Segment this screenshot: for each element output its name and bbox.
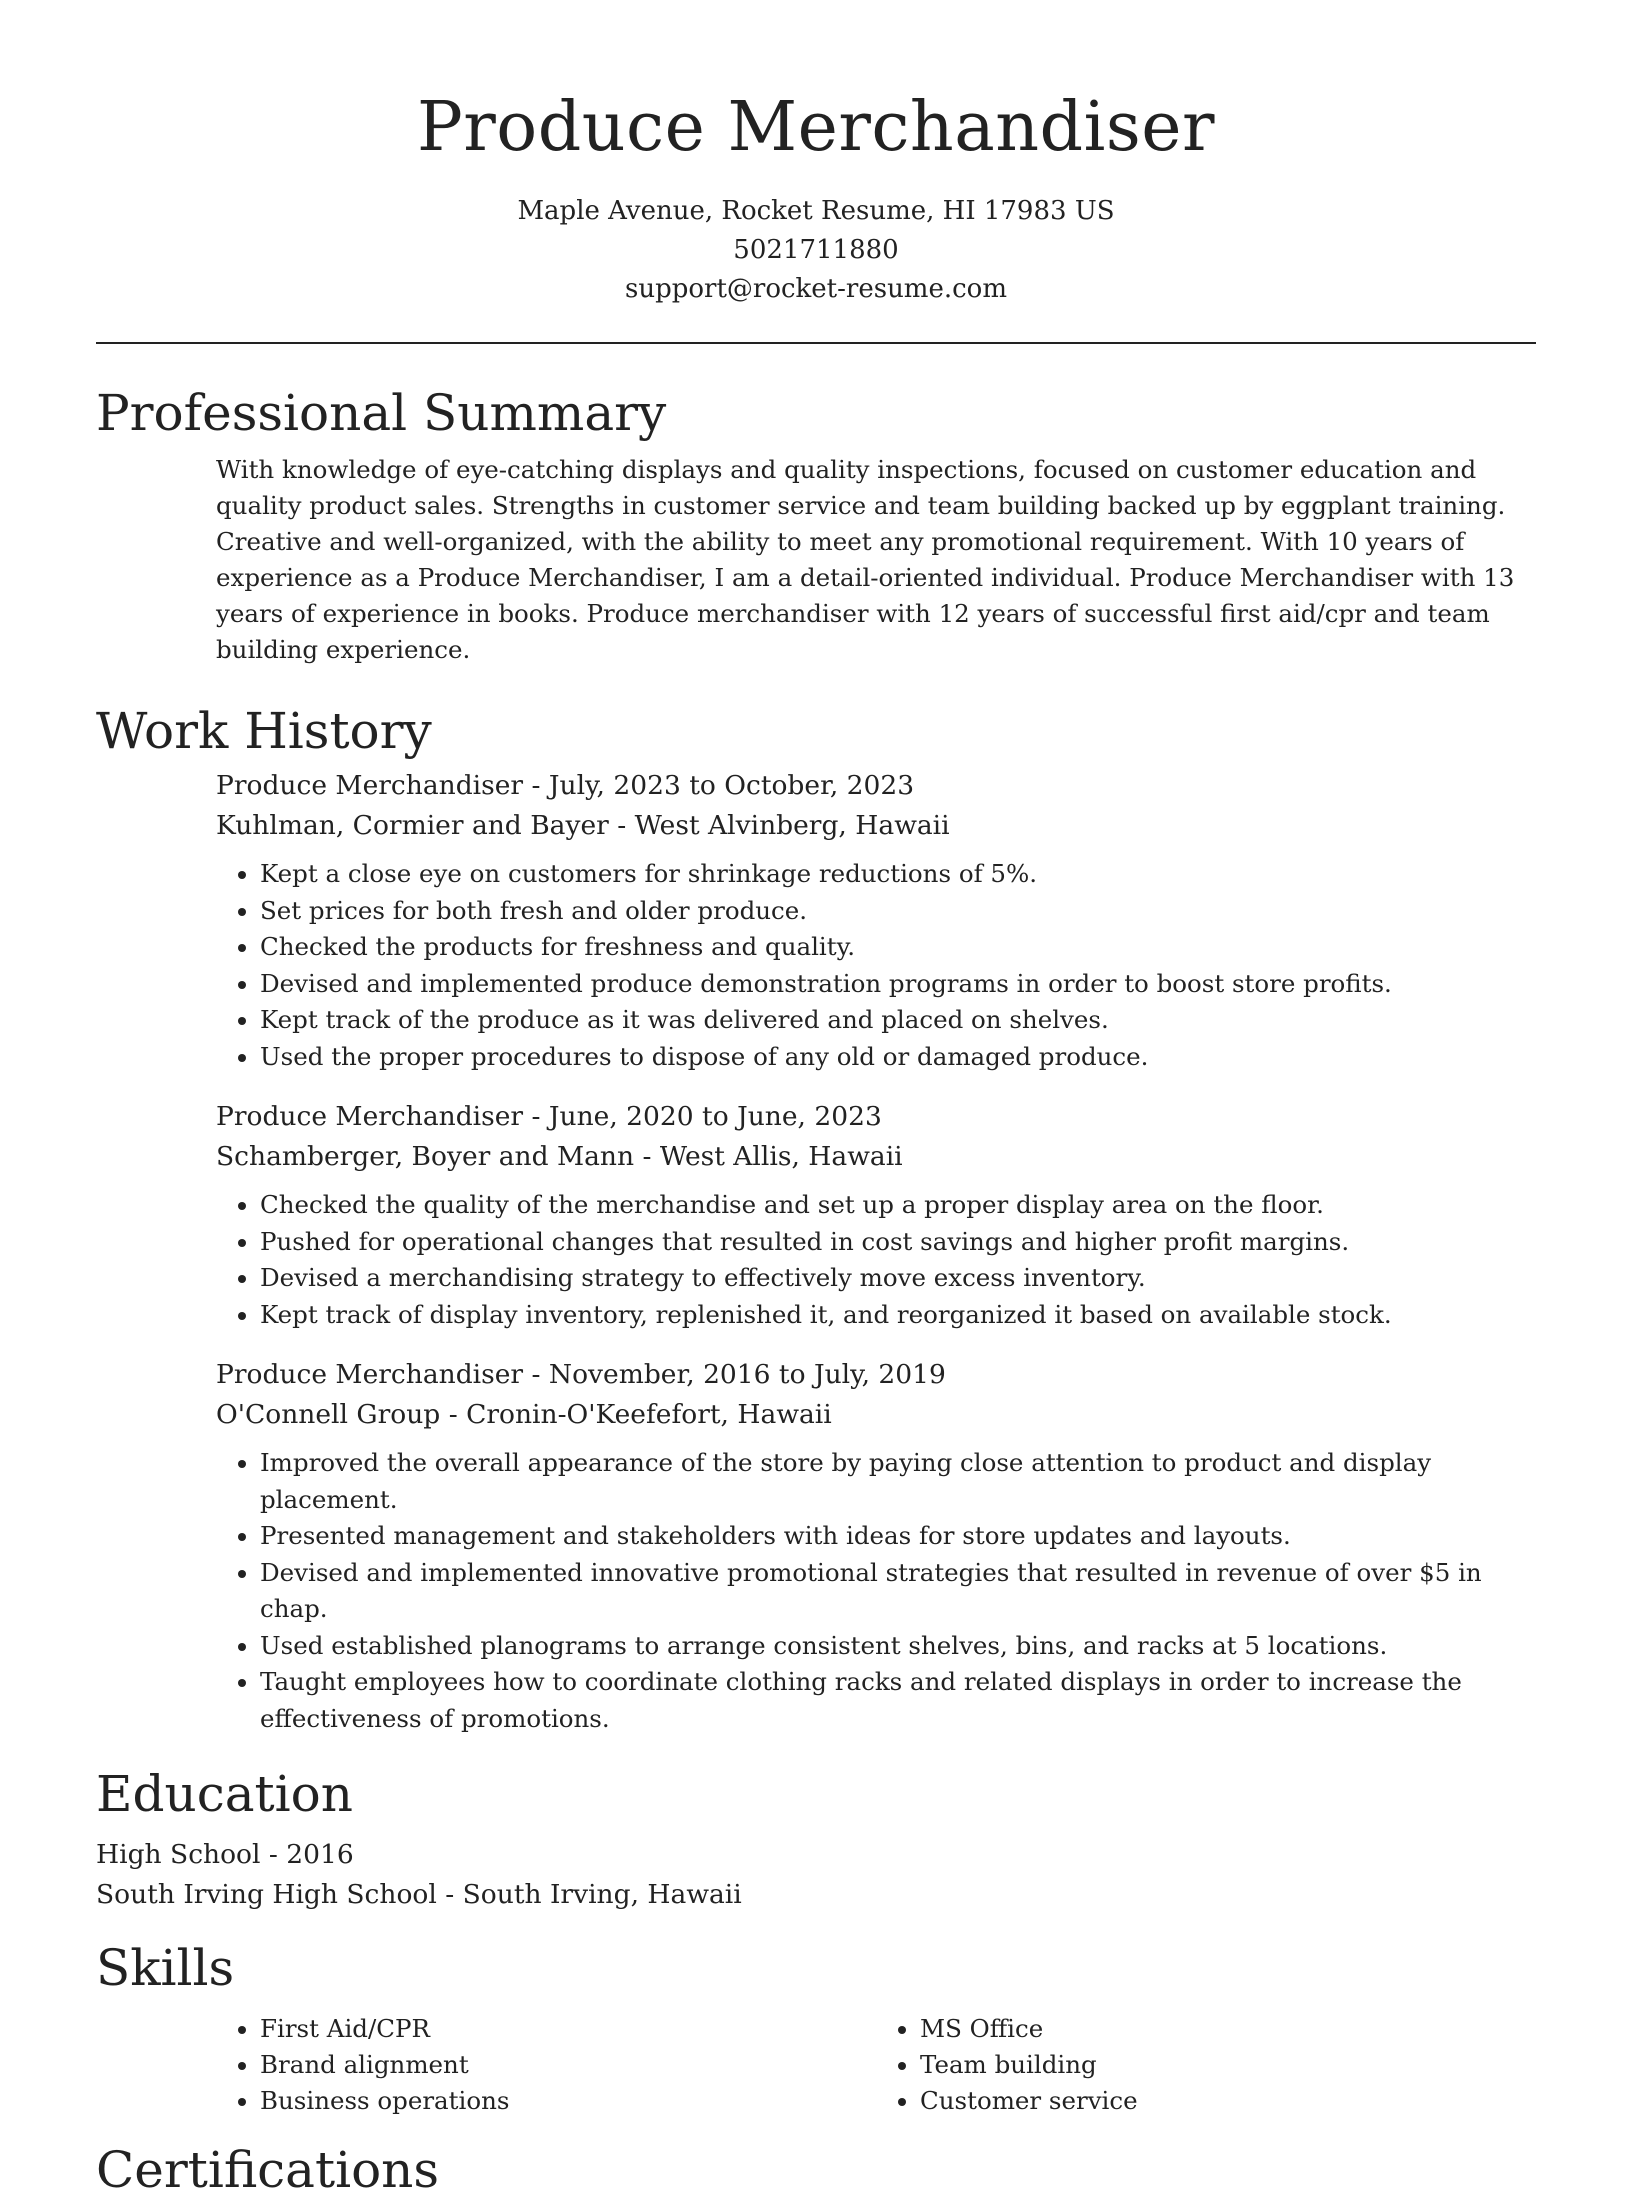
list-item: • Checked the products for freshness and quality. [260, 929, 1536, 966]
skill-item: • Business operations [260, 2083, 876, 2119]
list-item: • Checked the quality of the merchandise and set up a proper display area on the floor. [260, 1187, 1536, 1224]
education-school-line [96, 1875, 1536, 1915]
candidate-name: Produce Merchandiser [417, 88, 1215, 167]
job-company-line [216, 1395, 1536, 1435]
summary-title: Professional Summary [96, 384, 667, 442]
skill-item: • First Aid/CPR [260, 2011, 876, 2047]
contact-block [0, 192, 1632, 309]
job-role: Produce Merchandiser [216, 1359, 524, 1390]
job-company: O'Connell Group [216, 1399, 441, 1430]
list-item: • Kept a close eye on customers for shrinkage reductions of 5%. [260, 856, 1536, 893]
header-divider [96, 342, 1536, 344]
education-degree: High School [96, 1839, 261, 1870]
job-location: - West Allis, Hawaii [634, 1141, 903, 1172]
list-item: • Kept track of display inventory, replenished it, and reorganized it based on available stock. [260, 1297, 1536, 1334]
job-company: Kuhlman, Cormier and Bayer [216, 810, 609, 841]
list-item: • Improved the overall appearance of the store by paying close attention to product and display placement. [260, 1445, 1536, 1518]
job-bullets [216, 856, 1536, 1075]
job-role: Produce Merchandiser [216, 770, 524, 801]
education-school: South Irving High School [96, 1879, 437, 1910]
job-dates: - November, 2016 to July, 2019 [523, 1359, 946, 1390]
work-history-title: Work History [96, 702, 432, 760]
skill-item: • Customer service [920, 2083, 1536, 2119]
education-year: - 2016 [260, 1839, 354, 1870]
job-role-line [216, 766, 1536, 806]
work-history-section [216, 766, 1536, 1737]
resume-body [96, 378, 1536, 2205]
job-role-line [216, 1355, 1536, 1395]
address: Maple Avenue, Rocket Resume, HI 17983 US [517, 196, 1115, 226]
job-company: Schamberger, Boyer and Mann [216, 1141, 635, 1172]
list-item: • Set prices for both fresh and older produce. [260, 893, 1536, 930]
job-company-line [216, 806, 1536, 846]
skill-item: • MS Office [920, 2011, 1536, 2047]
summary-section [216, 452, 1536, 668]
list-item: • Pushed for operational changes that resulted in cost savings and higher profit margins. [260, 1224, 1536, 1261]
education-degree-line [96, 1835, 1536, 1875]
skills-grid [216, 2011, 1536, 2119]
job-bullets [216, 1187, 1536, 1333]
email: support@rocket-resume.com [624, 274, 1007, 304]
list-item: • Devised and implemented produce demonstration programs in order to boost store profits. [260, 966, 1536, 1003]
skills-section [216, 2011, 1536, 2119]
job-entry [216, 766, 1536, 1075]
skill-item: • Brand alignment [260, 2047, 876, 2083]
education-location: - South Irving, Hawaii [436, 1879, 742, 1910]
education-title: Education [96, 1765, 353, 1823]
certifications-title: Certifications [96, 2141, 440, 2199]
list-item: • Devised a merchandising strategy to effectively move excess inventory. [260, 1260, 1536, 1297]
resume-header [0, 0, 1632, 309]
job-location: - Cronin-O'Keefefort, Hawaii [440, 1399, 832, 1430]
education-section [96, 1835, 1536, 1915]
job-entry [216, 1097, 1536, 1333]
job-entry [216, 1355, 1536, 1737]
list-item: • Devised and implemented innovative promotional strategies that resulted in revenue of over $5 in chap. [260, 1555, 1536, 1628]
list-item: • Used the proper procedures to dispose of any old or damaged produce. [260, 1039, 1536, 1076]
job-location: - West Alvinberg, Hawaii [608, 810, 950, 841]
skills-column-left [216, 2011, 876, 2119]
job-bullets [216, 1445, 1536, 1737]
summary-text: With knowledge of eye-catching displays and quality inspections, focused on customer education and quality product sales. Strengths in customer service and team building backed up by eggplant training. Creative and well-organized, with the ability to meet any promotional requirement. With 10 years of experience as a Produce Merchandiser, I am a detail-oriented individual. Produce Merchandiser with 13 years of experience in books. Produce merchandiser with 12 years of successful first aid/cpr and team building experience. [216, 455, 1515, 664]
list-item: • Kept track of the produce as it was delivered and placed on shelves. [260, 1002, 1536, 1039]
phone: 5021711880 [733, 235, 899, 265]
skills-title: Skills [96, 1939, 235, 1997]
job-company-line [216, 1137, 1536, 1177]
job-role-line [216, 1097, 1536, 1137]
job-dates: - June, 2020 to June, 2023 [523, 1101, 882, 1132]
skill-item: • Team building [920, 2047, 1536, 2083]
list-item: • Presented management and stakeholders with ideas for store updates and layouts. [260, 1518, 1536, 1555]
skills-column-right [876, 2011, 1536, 2119]
list-item: • Used established planograms to arrange consistent shelves, bins, and racks at 5 locations. [260, 1628, 1536, 1665]
job-dates: - July, 2023 to October, 2023 [523, 770, 915, 801]
list-item: • Taught employees how to coordinate clothing racks and related displays in order to increase the effectiveness of promotions. [260, 1664, 1536, 1737]
job-role: Produce Merchandiser [216, 1101, 524, 1132]
